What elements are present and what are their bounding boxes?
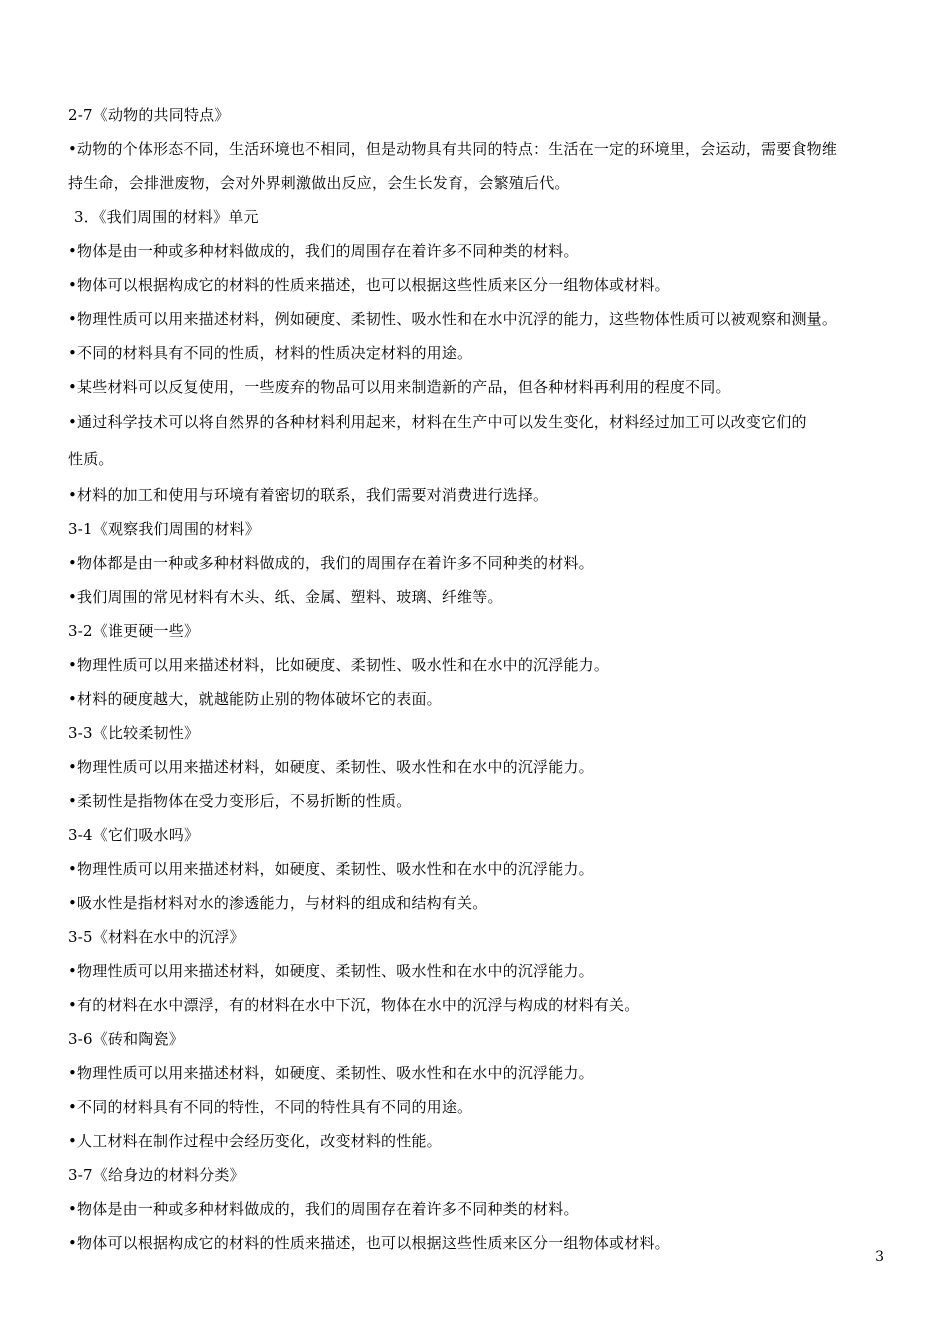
bullet-point: •物理性质可以用来描述材料，例如硬度、柔韧性、吸水性和在水中沉浮的能力，这些物体性质可以被观察和测量。	[68, 310, 838, 328]
section-heading: 3-5《材料在水中的沉浮》	[68, 928, 245, 946]
bullet-point: •物体可以根据构成它的材料的性质来描述，也可以根据这些性质来区分一组物体或材料。	[68, 1234, 670, 1252]
document-body	[68, 98, 898, 1260]
bullet-point: •通过科学技术可以将自然界的各种材料利用起来，材料在生产中可以发生变化，材料经过加工可以改变它们的	[68, 413, 807, 431]
page-number: 3	[875, 1249, 884, 1265]
bullet-point: •动物的个体形态不同，生活环境也不相同，但是动物具有共同的特点：生活在一定的环境里，会运动，需要食物维	[68, 140, 838, 158]
bullet-point: •柔韧性是指物体在受力变形后，不易折断的性质。	[68, 792, 412, 810]
section-heading: 3-6《砖和陶瓷》	[68, 1030, 184, 1048]
section-heading: 3-7《给身边的材料分类》	[68, 1166, 245, 1184]
section-heading: 2-7《动物的共同特点》	[68, 106, 230, 124]
text-continuation: 性质。	[68, 450, 114, 468]
bullet-point: •有的材料在水中漂浮，有的材料在水中下沉，物体在水中的沉浮与构成的材料有关。	[68, 996, 640, 1014]
bullet-point: •材料的加工和使用与环境有着密切的联系，我们需要对消费进行选择。	[68, 486, 549, 504]
section-heading: 3-4《它们吸水吗》	[68, 826, 200, 844]
bullet-point: •物理性质可以用来描述材料，如硬度、柔韧性、吸水性和在水中的沉浮能力。	[68, 860, 594, 878]
text-continuation: 持生命，会排泄废物，会对外界刺激做出反应，会生长发育，会繁殖后代。	[68, 174, 570, 192]
bullet-point: •物体是由一种或多种材料做成的，我们的周围存在着许多不同种类的材料。	[68, 242, 579, 260]
bullet-point: •人工材料在制作过程中会经历变化，改变材料的性能。	[68, 1132, 442, 1150]
bullet-point: •某些材料可以反复使用，一些废弃的物品可以用来制造新的产品，但各种材料再利用的程度不同。	[68, 378, 731, 396]
bullet-point: •吸水性是指材料对水的渗透能力，与材料的组成和结构有关。	[68, 894, 488, 912]
section-heading: 3-2《谁更硬一些》	[68, 622, 200, 640]
section-heading: 3-1《观察我们周围的材料》	[68, 520, 260, 538]
bullet-point: •不同的材料具有不同的特性，不同的特性具有不同的用途。	[68, 1098, 473, 1116]
bullet-point: •不同的材料具有不同的性质，材料的性质决定材料的用途。	[68, 344, 473, 362]
bullet-point: •物体是由一种或多种材料做成的，我们的周围存在着许多不同种类的材料。	[68, 1200, 579, 1218]
bullet-point: •物理性质可以用来描述材料，比如硬度、柔韧性、吸水性和在水中的沉浮能力。	[68, 656, 610, 674]
bullet-point: •我们周围的常见材料有木头、纸、金属、塑料、玻璃、纤维等。	[68, 588, 503, 606]
bullet-point: •物体可以根据构成它的材料的性质来描述，也可以根据这些性质来区分一组物体或材料。	[68, 276, 670, 294]
bullet-point: •物理性质可以用来描述材料，如硬度、柔韧性、吸水性和在水中的沉浮能力。	[68, 962, 594, 980]
bullet-point: •物理性质可以用来描述材料，如硬度、柔韧性、吸水性和在水中的沉浮能力。	[68, 758, 594, 776]
bullet-point: •物理性质可以用来描述材料，如硬度、柔韧性、吸水性和在水中的沉浮能力。	[68, 1064, 594, 1082]
bullet-point: •物体都是由一种或多种材料做成的，我们的周围存在着许多不同种类的材料。	[68, 554, 594, 572]
section-heading: 3．《我们周围的材料》单元	[74, 208, 259, 226]
section-heading: 3-3《比较柔韧性》	[68, 724, 200, 742]
bullet-point: •材料的硬度越大，就越能防止别的物体破坏它的表面。	[68, 690, 442, 708]
